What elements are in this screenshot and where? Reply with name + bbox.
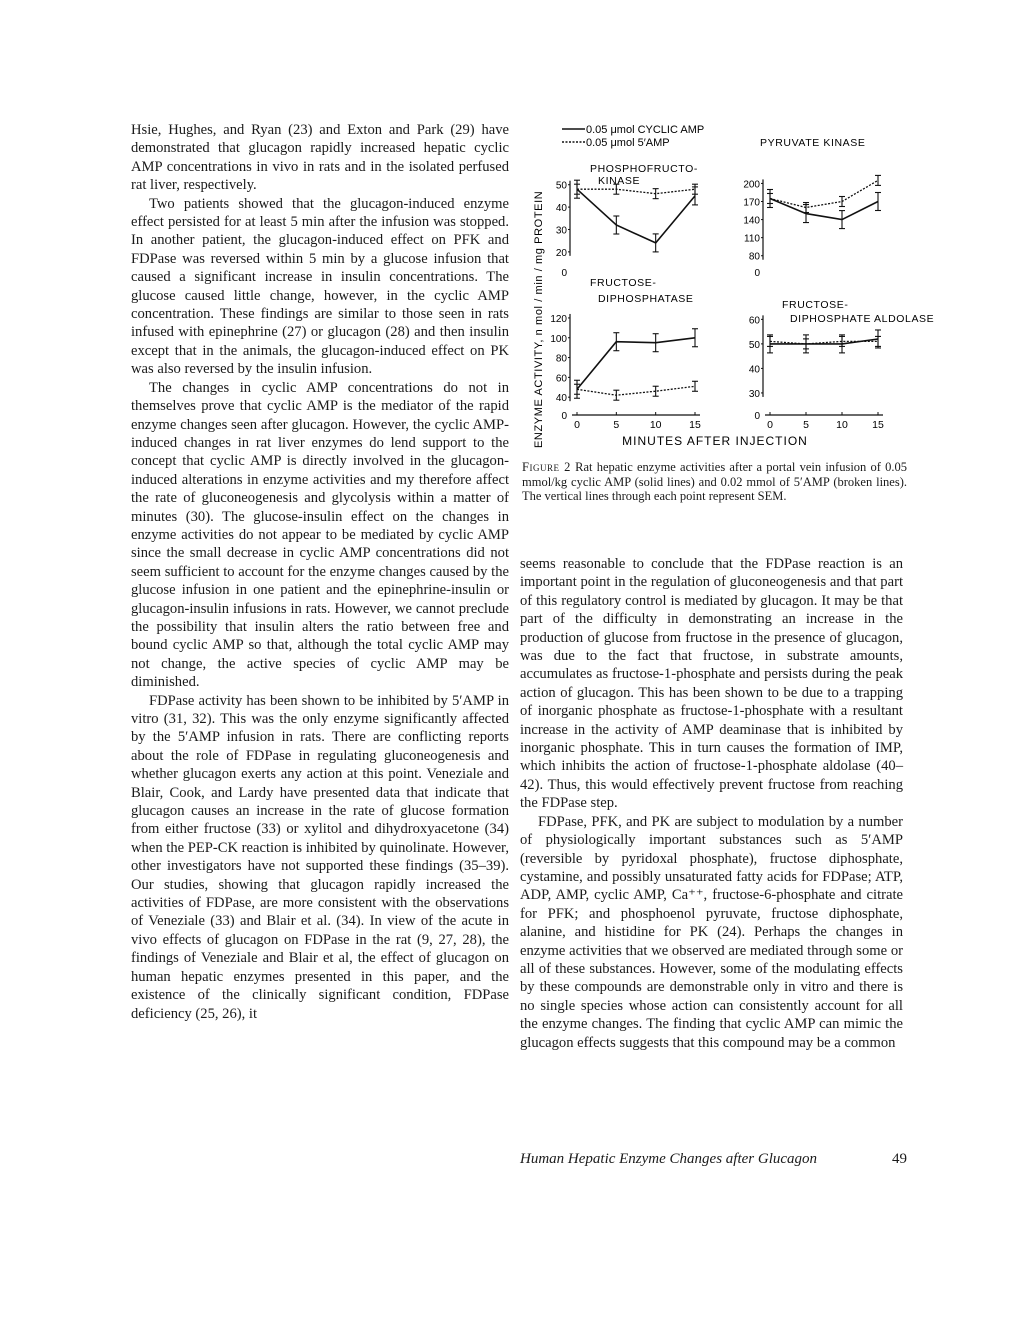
right-column — [520, 555, 903, 1052]
paragraph: Hsie, Hughes, and Ryan (23) and Exton and Park (29) have demonstrated that glucagon rapidly increased hepatic cyclic AMP concentrations in vivo in rats and in the isolated perfused rat liver, respectively. — [131, 122, 509, 194]
x-axis-label: MINUTES AFTER INJECTION — [622, 434, 808, 448]
enzyme-activity-chart — [520, 118, 935, 448]
x-tick-label: 15 — [872, 419, 884, 431]
panel-title: DIPHOSPHATASE — [598, 293, 694, 305]
panel-title: FRUCTOSE- — [782, 299, 849, 311]
legend-solid-label: 0.05 μmol CYCLIC AMP — [586, 124, 705, 136]
y-tick-label: 30 — [555, 225, 567, 237]
y-tick-label: 60 — [555, 373, 567, 385]
series-line-5amp — [770, 180, 878, 207]
panel-title: DIPHOSPHATE ALDOLASE — [790, 313, 935, 325]
y-tick-label: 40 — [555, 393, 567, 405]
left-column — [131, 121, 509, 1023]
running-title: Human Hepatic Enzyme Changes after Glucagon — [520, 1151, 818, 1167]
y-tick-label: 40 — [555, 203, 567, 215]
y-tick-label: 80 — [748, 251, 760, 263]
legend-broken-label: 0.05 μmol 5′AMP — [586, 137, 670, 149]
y-tick-label: 0 — [754, 411, 760, 422]
x-tick-label: 15 — [689, 419, 701, 431]
y-tick-label: 80 — [555, 353, 567, 365]
panel-title: PHOSPHOFRUCTO- — [590, 163, 698, 175]
y-tick-label: 0 — [561, 268, 567, 279]
x-tick-label: 0 — [767, 419, 773, 431]
x-tick-label: 5 — [613, 419, 620, 431]
page-number: 49 — [892, 1151, 907, 1167]
series-line-cyclic-amp — [577, 189, 695, 243]
x-tick-label: 10 — [649, 419, 662, 431]
y-tick-label: 140 — [743, 215, 760, 227]
y-tick-label: 170 — [743, 197, 760, 209]
x-tick-label: 10 — [836, 419, 848, 431]
figure-2 — [520, 118, 935, 448]
page-footer — [520, 1151, 910, 1168]
y-tick-label: 0 — [561, 411, 567, 422]
series-line-5amp — [577, 189, 695, 194]
y-axis-label: ENZYME ACTIVITY, n mol / min / mg PROTEIN — [533, 190, 545, 448]
caption-label: Figure 2 — [522, 460, 571, 474]
paragraph: Two patients showed that the glucagon-induced enzyme effect persisted for at least 5 min after the infusion was stopped. In another patient, the glucagon-induced effect on PFK and FDPase was reversed within 5 min by a glucose infusion that caused a significant increase in insulin concentrations. The glucose caused little change, however, in the cyclic AMP concentration. These findings are similar to those seen in rats infused with epinephrine (27) or glucagon (28) and then insulin except that in the animals, the glucagon-induced effect on PK was also reversed by the insulin infusion. — [131, 195, 509, 378]
y-tick-label: 110 — [744, 233, 760, 245]
paragraph: FDPase, PFK, and PK are subject to modulation by a number of physiologically important substances such as 5′AMP (reversible by pyridoxal phosphate), fructose diphosphate, cystamine, and possibly unsaturated fatty acids for FDPase; ATP, ADP, AMP, cyclic AMP, Ca⁺⁺, fructose-6-phosphate and citrate for PFK; and phosphoenol pyruvate, fructose diphosphate, alanine, and histidine for PK (24). Perhaps the changes in enzyme activities that we observed are mediated through some or all of these substances. However, some of the modulating effects by these compounds are demonstrable only in vitro and there is no single species whose action can consistently account for all the enzyme changes. The finding that cyclic AMP can mimic the glucagon effects suggests that this compound may be a common — [520, 813, 903, 1051]
paragraph: seems reasonable to conclude that the FDPase reaction is an important point in the regulation of gluconeogenesis and that part of this regulatory control is mediated by glucagon. It may be that part of the difficulty in demonstrating an increase in the production of glucose from fructose in the presence of glucagon, was due to the fact that fructose, in substrate amounts, accumulates as fructose-1-phosphate and persists during the peak action of glucagon. This has been shown to be due to a trapping of inorganic phosphate as fructose-1-phosphate with a resultant increase in the activity of AMP deaminase that is inhibited by inorganic phosphate. This in turn causes the formation of IMP, which inhibits the action of fructose-1-phosphate aldolase (40–42). Thus, this would effectively prevent fructose from reaching the FDPase step. — [520, 556, 903, 812]
y-tick-label: 60 — [748, 315, 760, 327]
x-tick-label: 0 — [574, 419, 580, 431]
y-tick-label: 100 — [550, 333, 567, 345]
panel-title: KINASE — [598, 175, 641, 187]
series-line-cyclic-amp — [770, 199, 878, 220]
x-tick-label: 5 — [803, 419, 809, 431]
y-tick-label: 50 — [748, 339, 760, 351]
panel-title: FRUCTOSE- — [590, 277, 657, 289]
y-tick-label: 40 — [748, 364, 760, 376]
y-tick-label: 120 — [550, 313, 567, 325]
y-tick-label: 20 — [555, 247, 567, 259]
figure-caption — [522, 460, 907, 504]
y-tick-label: 0 — [754, 268, 760, 279]
paragraph: The changes in cyclic AMP concentrations do not in themselves prove that cyclic AMP is the mediator of the rapid enzyme changes seen after glucagon. However, the cyclic AMP-induced changes in rat liver enzymes do lend support to the concept that cyclic AMP is directly involved in the glucagon-induced alterations in enzyme activities and my therefore affect the rate of gluconeogenesis and glycolysis within a matter of minutes (30). The glucose-insulin effect on the changes in enzyme activities do not appear to be mediated by cyclic AMP since the small decrease in cyclic AMP concentrations did not seem sufficient to account for the enzyme changes caused by the glucose infusion in one patient and the epinephrine-insulin or glucagon-insulin infusions in rats. However, we cannot preclude the possibility that insulin alters the ratio between free and bound cyclic AMP so that, although the total cyclic AMP may not change, the active species of cyclic AMP may be diminished. — [131, 379, 509, 691]
series-line-5amp — [577, 386, 695, 395]
paragraph: FDPase activity has been shown to be inhibited by 5′AMP in vitro (31, 32). This was the only enzyme significantly affected by the 5′AMP infusion in rats. There are conflicting reports about the role of FDPase in regulating gluconeogenesis and whether glucagon exerts any action at this point. Veneziale and Blair, Cook, and Lardy have presented data that indicate that glucagon causes an increase in the rate of glucose formation from either fructose (33) or xylitol and dihydroxyacetone (34) when the PEP-CK reaction is inhibited by quinolinate. However, other investigators have not supported these findings (35–39). Our studies, showing that glucagon rapidly increased the activities of FDPase, are more consistent with the observations of Veneziale (33) and Blair et al. (34). In view of the acute in vivo effects of glucagon on FDPase in the rat (9, 27, 28), the findings of Veneziale and Blair et al, the effect of glucagon on human hepatic enzymes presented in this paper, and the existence of the clinically significant condition, FDPase deficiency (25, 26), it — [131, 692, 509, 1022]
y-tick-label: 200 — [743, 179, 760, 191]
caption-text: Rat hepatic enzyme activities after a portal vein infusion of 0.05 mmol/kg cyclic AMP (solid lines) and 0.02 mmol of 5′AMP (broken lines). The vertical lines through each point represent SEM. — [522, 460, 908, 504]
series-line-cyclic-amp — [577, 338, 695, 390]
y-tick-label: 50 — [555, 180, 567, 192]
y-tick-label: 30 — [748, 388, 760, 400]
panel-title: PYRUVATE KINASE — [760, 137, 866, 149]
